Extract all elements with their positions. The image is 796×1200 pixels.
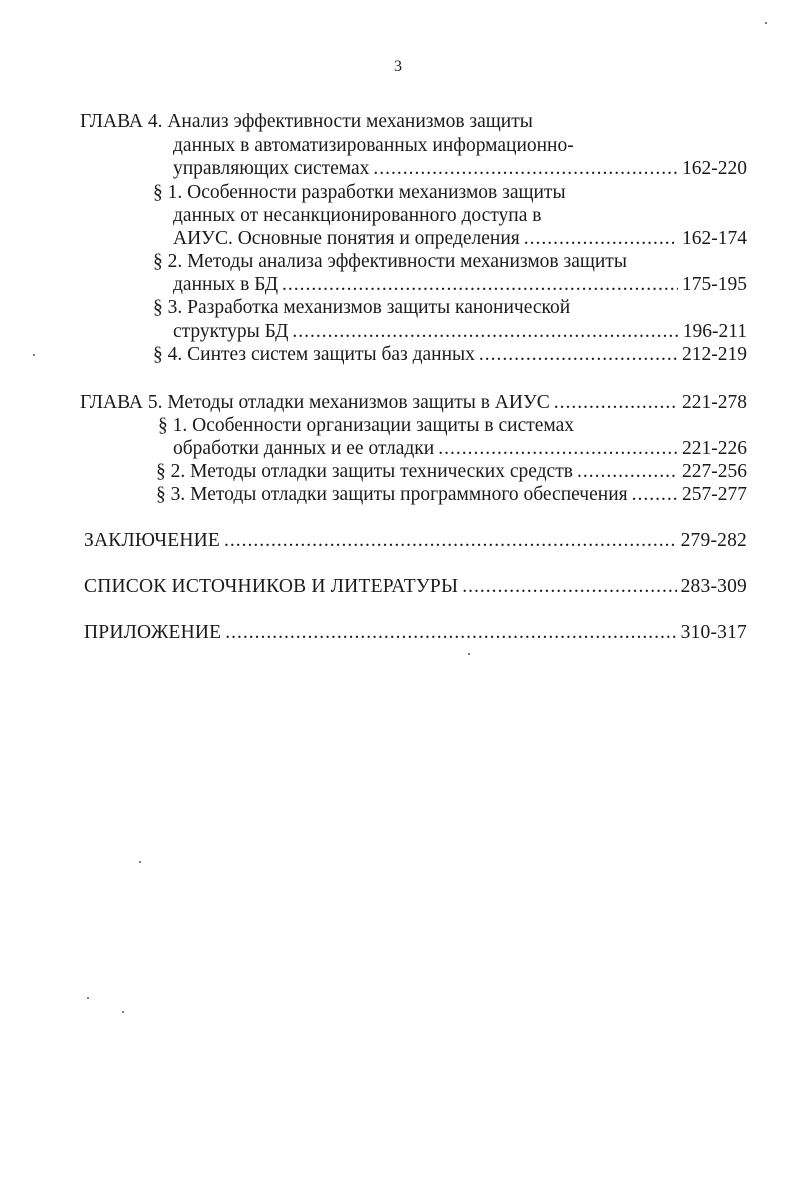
section-4-3-entry: [173, 320, 747, 343]
leader-dots: [462, 575, 676, 598]
chapter-4-title-line-1: ГЛАВА 4. Анализ эффективности механизмов защиты: [80, 111, 533, 132]
appendix-pages: 310-317: [680, 622, 747, 643]
section-4-1-line-1: § 1. Особенности разработки механизмов защиты: [153, 182, 566, 203]
leader-dots: [373, 157, 678, 180]
sources-pages: 283-309: [680, 576, 747, 597]
section-4-1-entry: [173, 227, 747, 250]
section-4-4-line-1: § 4. Синтез систем защиты баз данных: [153, 344, 475, 365]
section-4-2-line-1: § 2. Методы анализа эффективности механизмов защиты: [153, 251, 627, 272]
conclusion-title: ЗАКЛЮЧЕНИЕ: [84, 530, 221, 551]
leader-dots: [225, 621, 676, 644]
sources-entry: [84, 575, 747, 598]
leader-dots: [292, 320, 678, 343]
page-number: 3: [394, 58, 402, 75]
section-5-2-entry: [156, 460, 747, 483]
section-5-2-pages: 227-256: [682, 461, 747, 482]
leader-dots: [577, 460, 678, 483]
section-5-3-entry: [156, 483, 747, 506]
chapter-4-title-line-2: данных в автоматизированных информационно-: [173, 135, 574, 156]
leader-dots: [224, 529, 677, 552]
sources-title: СПИСОК ИСТОЧНИКОВ И ЛИТЕРАТУРЫ: [84, 576, 459, 597]
section-4-4-entry: [153, 343, 747, 366]
section-4-1-line-2: данных от несанкционированного доступа в: [173, 205, 542, 226]
conclusion-entry: [84, 529, 747, 552]
section-4-3-pages: 196-211: [682, 321, 747, 342]
scan-speck: [139, 861, 141, 863]
section-4-3-line-2: структуры БД: [173, 321, 289, 342]
leader-dots: [282, 273, 678, 296]
section-4-1-pages: 162-174: [682, 228, 747, 249]
appendix-title: ПРИЛОЖЕНИЕ: [84, 622, 222, 643]
section-4-2-line-2: данных в БД: [173, 274, 279, 295]
scan-speck: [468, 653, 470, 655]
section-5-1-line-2: обработки данных и ее отладки: [173, 438, 435, 459]
section-5-1-pages: 221-226: [682, 438, 747, 459]
section-4-2-pages: 175-195: [682, 274, 747, 295]
chapter-4-title-line-3: управляющих системах: [173, 158, 370, 179]
section-4-2-entry: [173, 273, 747, 296]
leader-dots: [632, 483, 678, 506]
leader-dots: [479, 343, 678, 366]
chapter-4-entry: [173, 157, 747, 180]
appendix-entry: [84, 621, 747, 644]
leader-dots: [438, 437, 678, 460]
section-4-4-pages: 212-219: [682, 344, 747, 365]
chapter-5-entry: [80, 391, 747, 414]
section-5-3-line-1: § 3. Методы отладки защиты программного обеспечения: [156, 484, 628, 505]
section-5-1-line-1: § 1. Особенности организации защиты в системах: [158, 415, 575, 436]
scan-speck: [33, 354, 35, 356]
scan-speck: [87, 997, 89, 999]
leader-dots: [524, 227, 678, 250]
leader-dots: [554, 391, 678, 414]
chapter-5-title: ГЛАВА 5. Методы отладки механизмов защиты в АИУС: [80, 392, 550, 413]
scan-speck: [765, 22, 767, 24]
section-5-1-entry: [173, 437, 747, 460]
chapter-5-pages: 221-278: [682, 392, 747, 413]
scan-speck: [122, 1011, 124, 1013]
section-4-3-line-1: § 3. Разработка механизмов защиты канонической: [153, 297, 571, 318]
section-4-1-line-3: АИУС. Основные понятия и определения: [173, 228, 520, 249]
section-5-3-pages: 257-277: [682, 484, 747, 505]
section-5-2-line-1: § 2. Методы отладки защиты технических средств: [156, 461, 573, 482]
conclusion-pages: 279-282: [680, 530, 747, 551]
chapter-4-pages: 162-220: [682, 158, 747, 179]
